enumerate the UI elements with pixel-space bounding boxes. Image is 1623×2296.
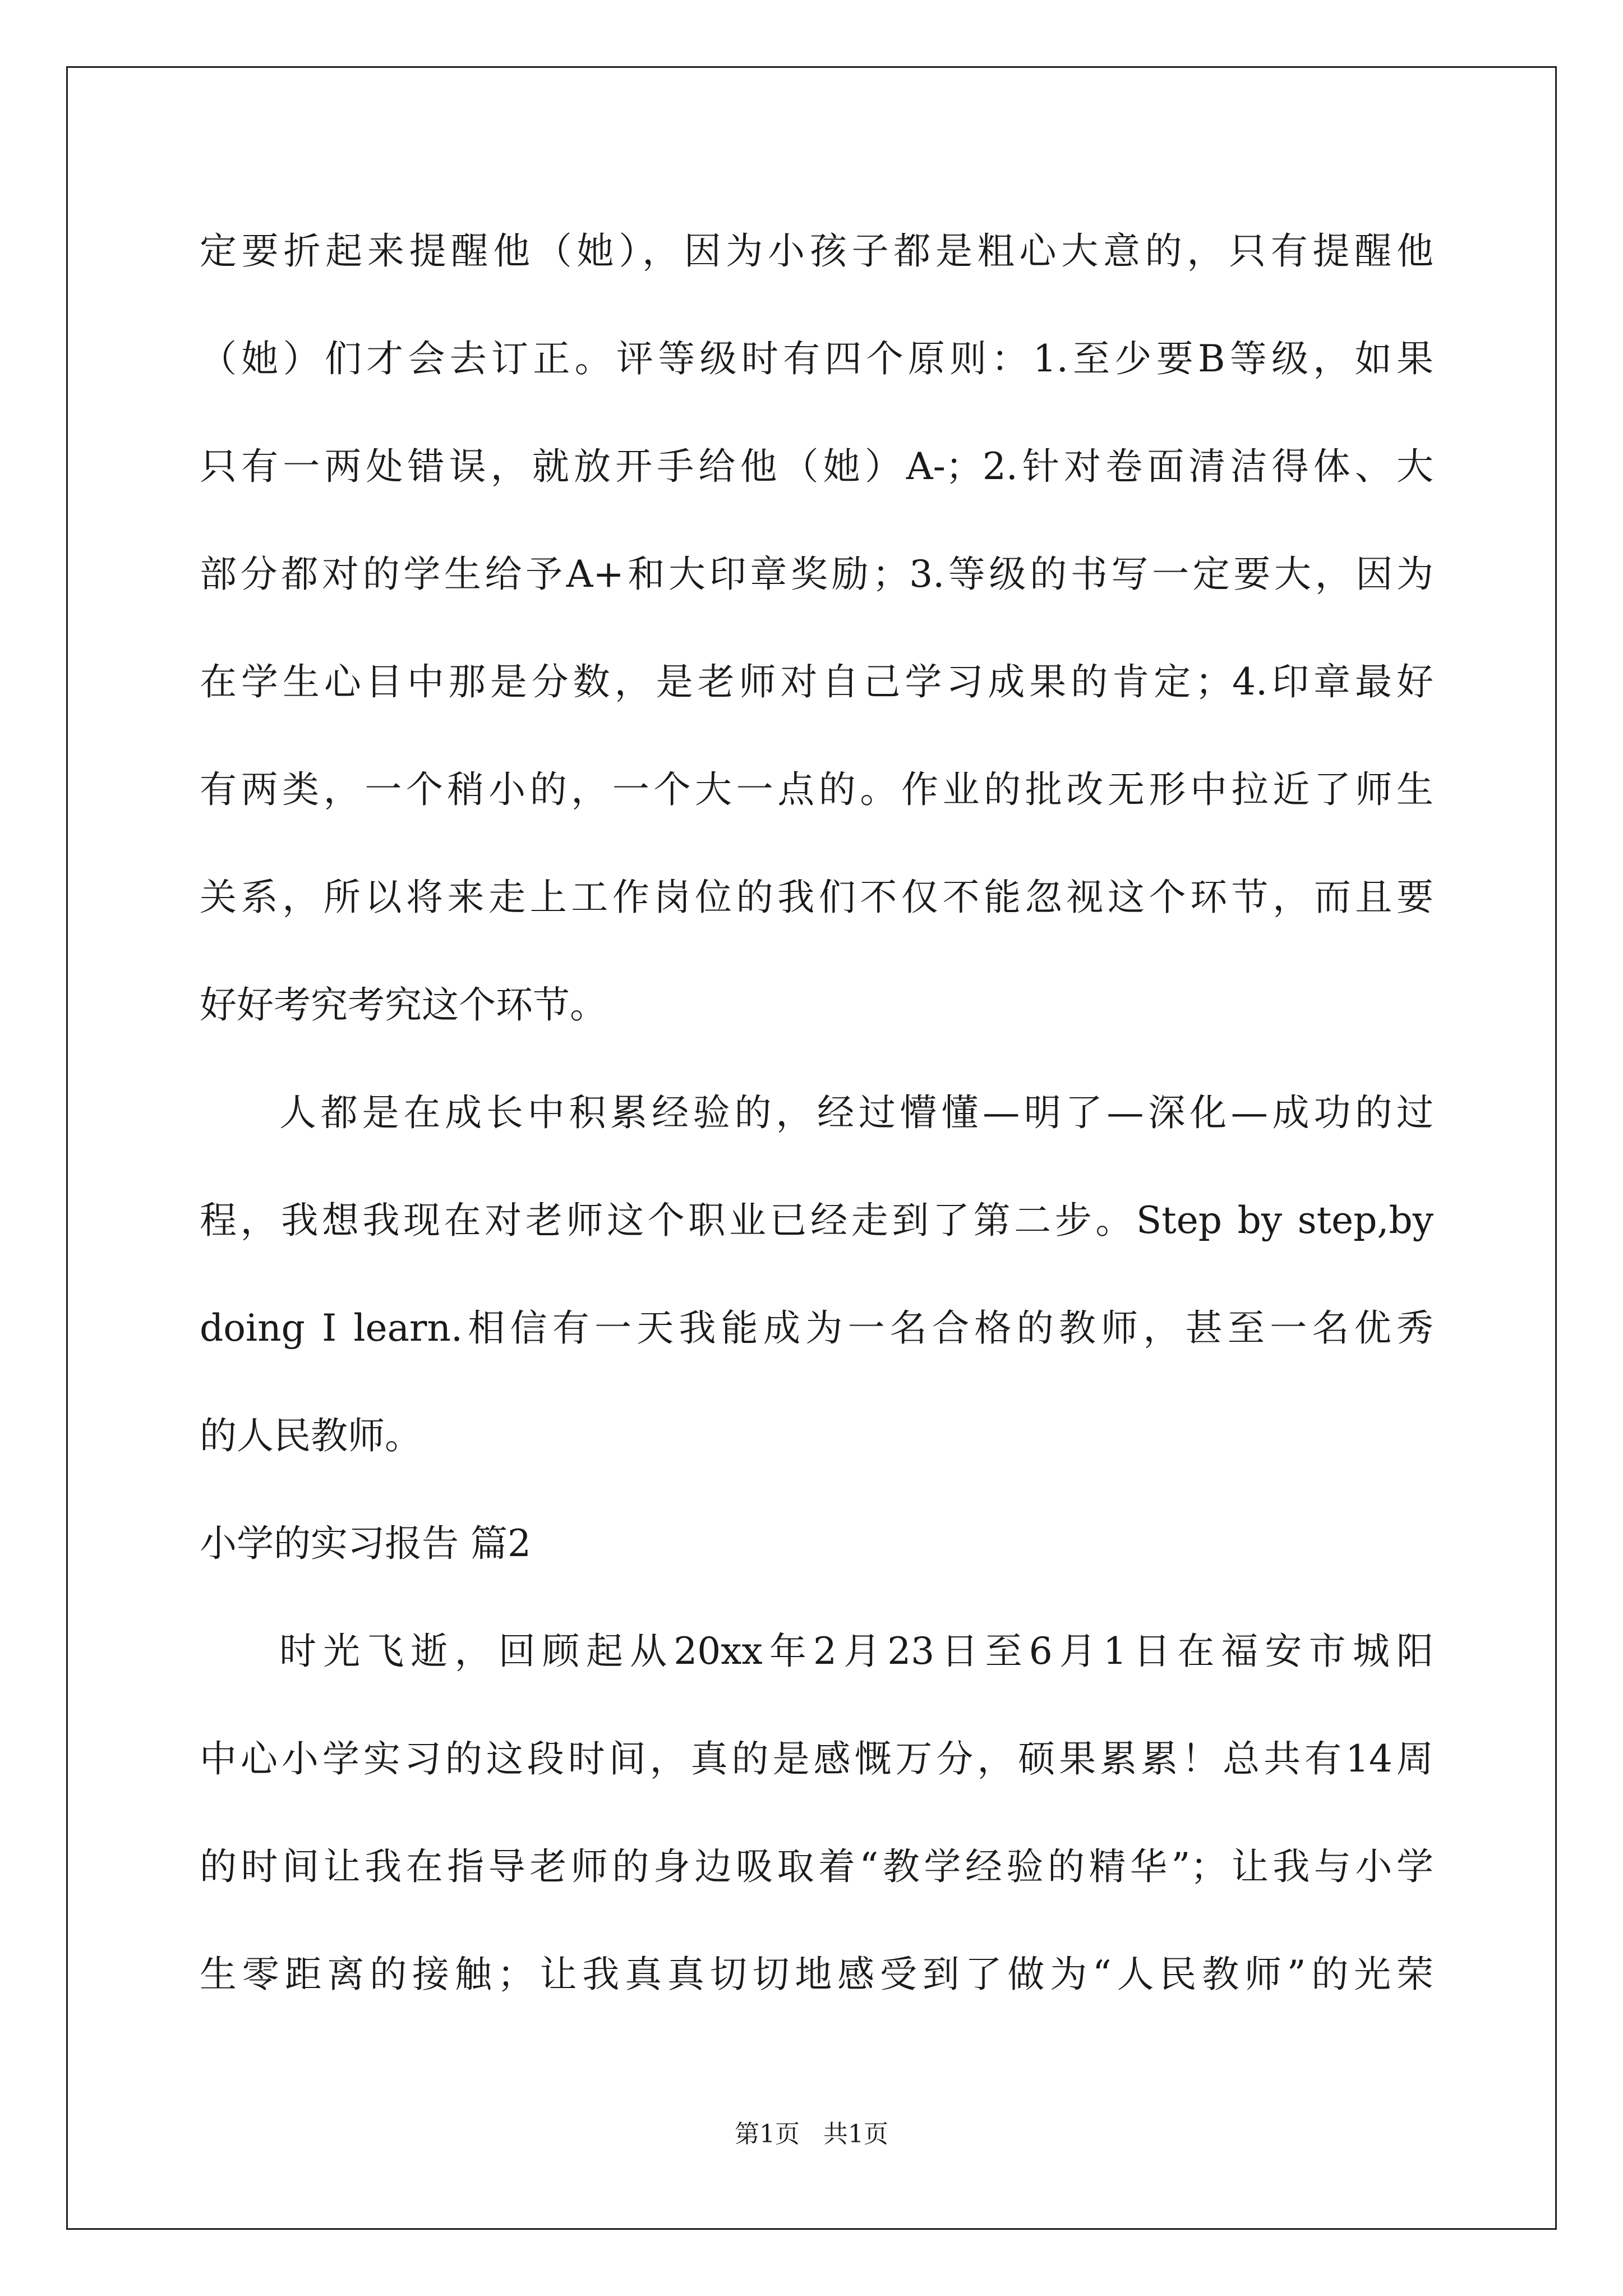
paragraph — [200, 197, 1433, 1059]
text-line: doing I learn.相信有一天我能成为一名合格的教师，甚至一名优秀 — [200, 1306, 1433, 1350]
paragraph — [200, 1059, 1433, 1490]
page-total: 共1页 — [823, 2120, 888, 2148]
text-line: 的人民教师。 — [200, 1414, 422, 1457]
text-line: 生零距离的接触；让我真真切切地感受到了做为“人民教师”的光荣 — [200, 1953, 1433, 1996]
text-line: 的时间让我在指导老师的身边吸取着“教学经验的精华”；让我与小学 — [200, 1845, 1433, 1888]
text-line: 人都是在成长中积累经验的，经过懵懂—明了—深化—成功的过 — [279, 1091, 1433, 1134]
text-line: 程，我想我现在对老师这个职业已经走到了第二步。Step by step,by — [200, 1199, 1433, 1242]
text-line: 中心小学实习的这段时间，真的是感慨万分，硕果累累！总共有14周 — [200, 1737, 1433, 1780]
paragraph — [200, 1598, 1433, 2028]
text-line: 在学生心目中那是分数，是老师对自己学习成果的肯定；4.印章最好 — [200, 660, 1433, 703]
text-line: 时光飞逝，回顾起从20xx年2月23日至6月1日在福安市城阳 — [279, 1630, 1433, 1673]
text-line: （她）们才会去订正。评等级时有四个原则：1.至少要B等级，如果 — [200, 337, 1433, 380]
text-line: 部分都对的学生给予A+和大印章奖励；3.等级的书写一定要大，因为 — [200, 553, 1433, 596]
page-number: 第1页 — [735, 2120, 800, 2148]
page-footer — [0, 2118, 1623, 2151]
text-line: 只有一两处错误，就放开手给他（她）A-；2.针对卷面清洁得体、大 — [200, 445, 1433, 488]
document-body — [200, 197, 1433, 2028]
text-line: 关系，所以将来走上工作岗位的我们不仅不能忽视这个环节，而且要 — [200, 876, 1433, 919]
text-line: 有两类，一个稍小的，一个大一点的。作业的批改无形中拉近了师生 — [200, 768, 1433, 811]
text-line: 好好考究考究这个环节。 — [200, 983, 607, 1027]
text-line: 定要折起来提醒他（她），因为小孩子都是粗心大意的，只有提醒他 — [200, 229, 1433, 273]
section-heading: 小学的实习报告 篇2 — [200, 1522, 531, 1565]
